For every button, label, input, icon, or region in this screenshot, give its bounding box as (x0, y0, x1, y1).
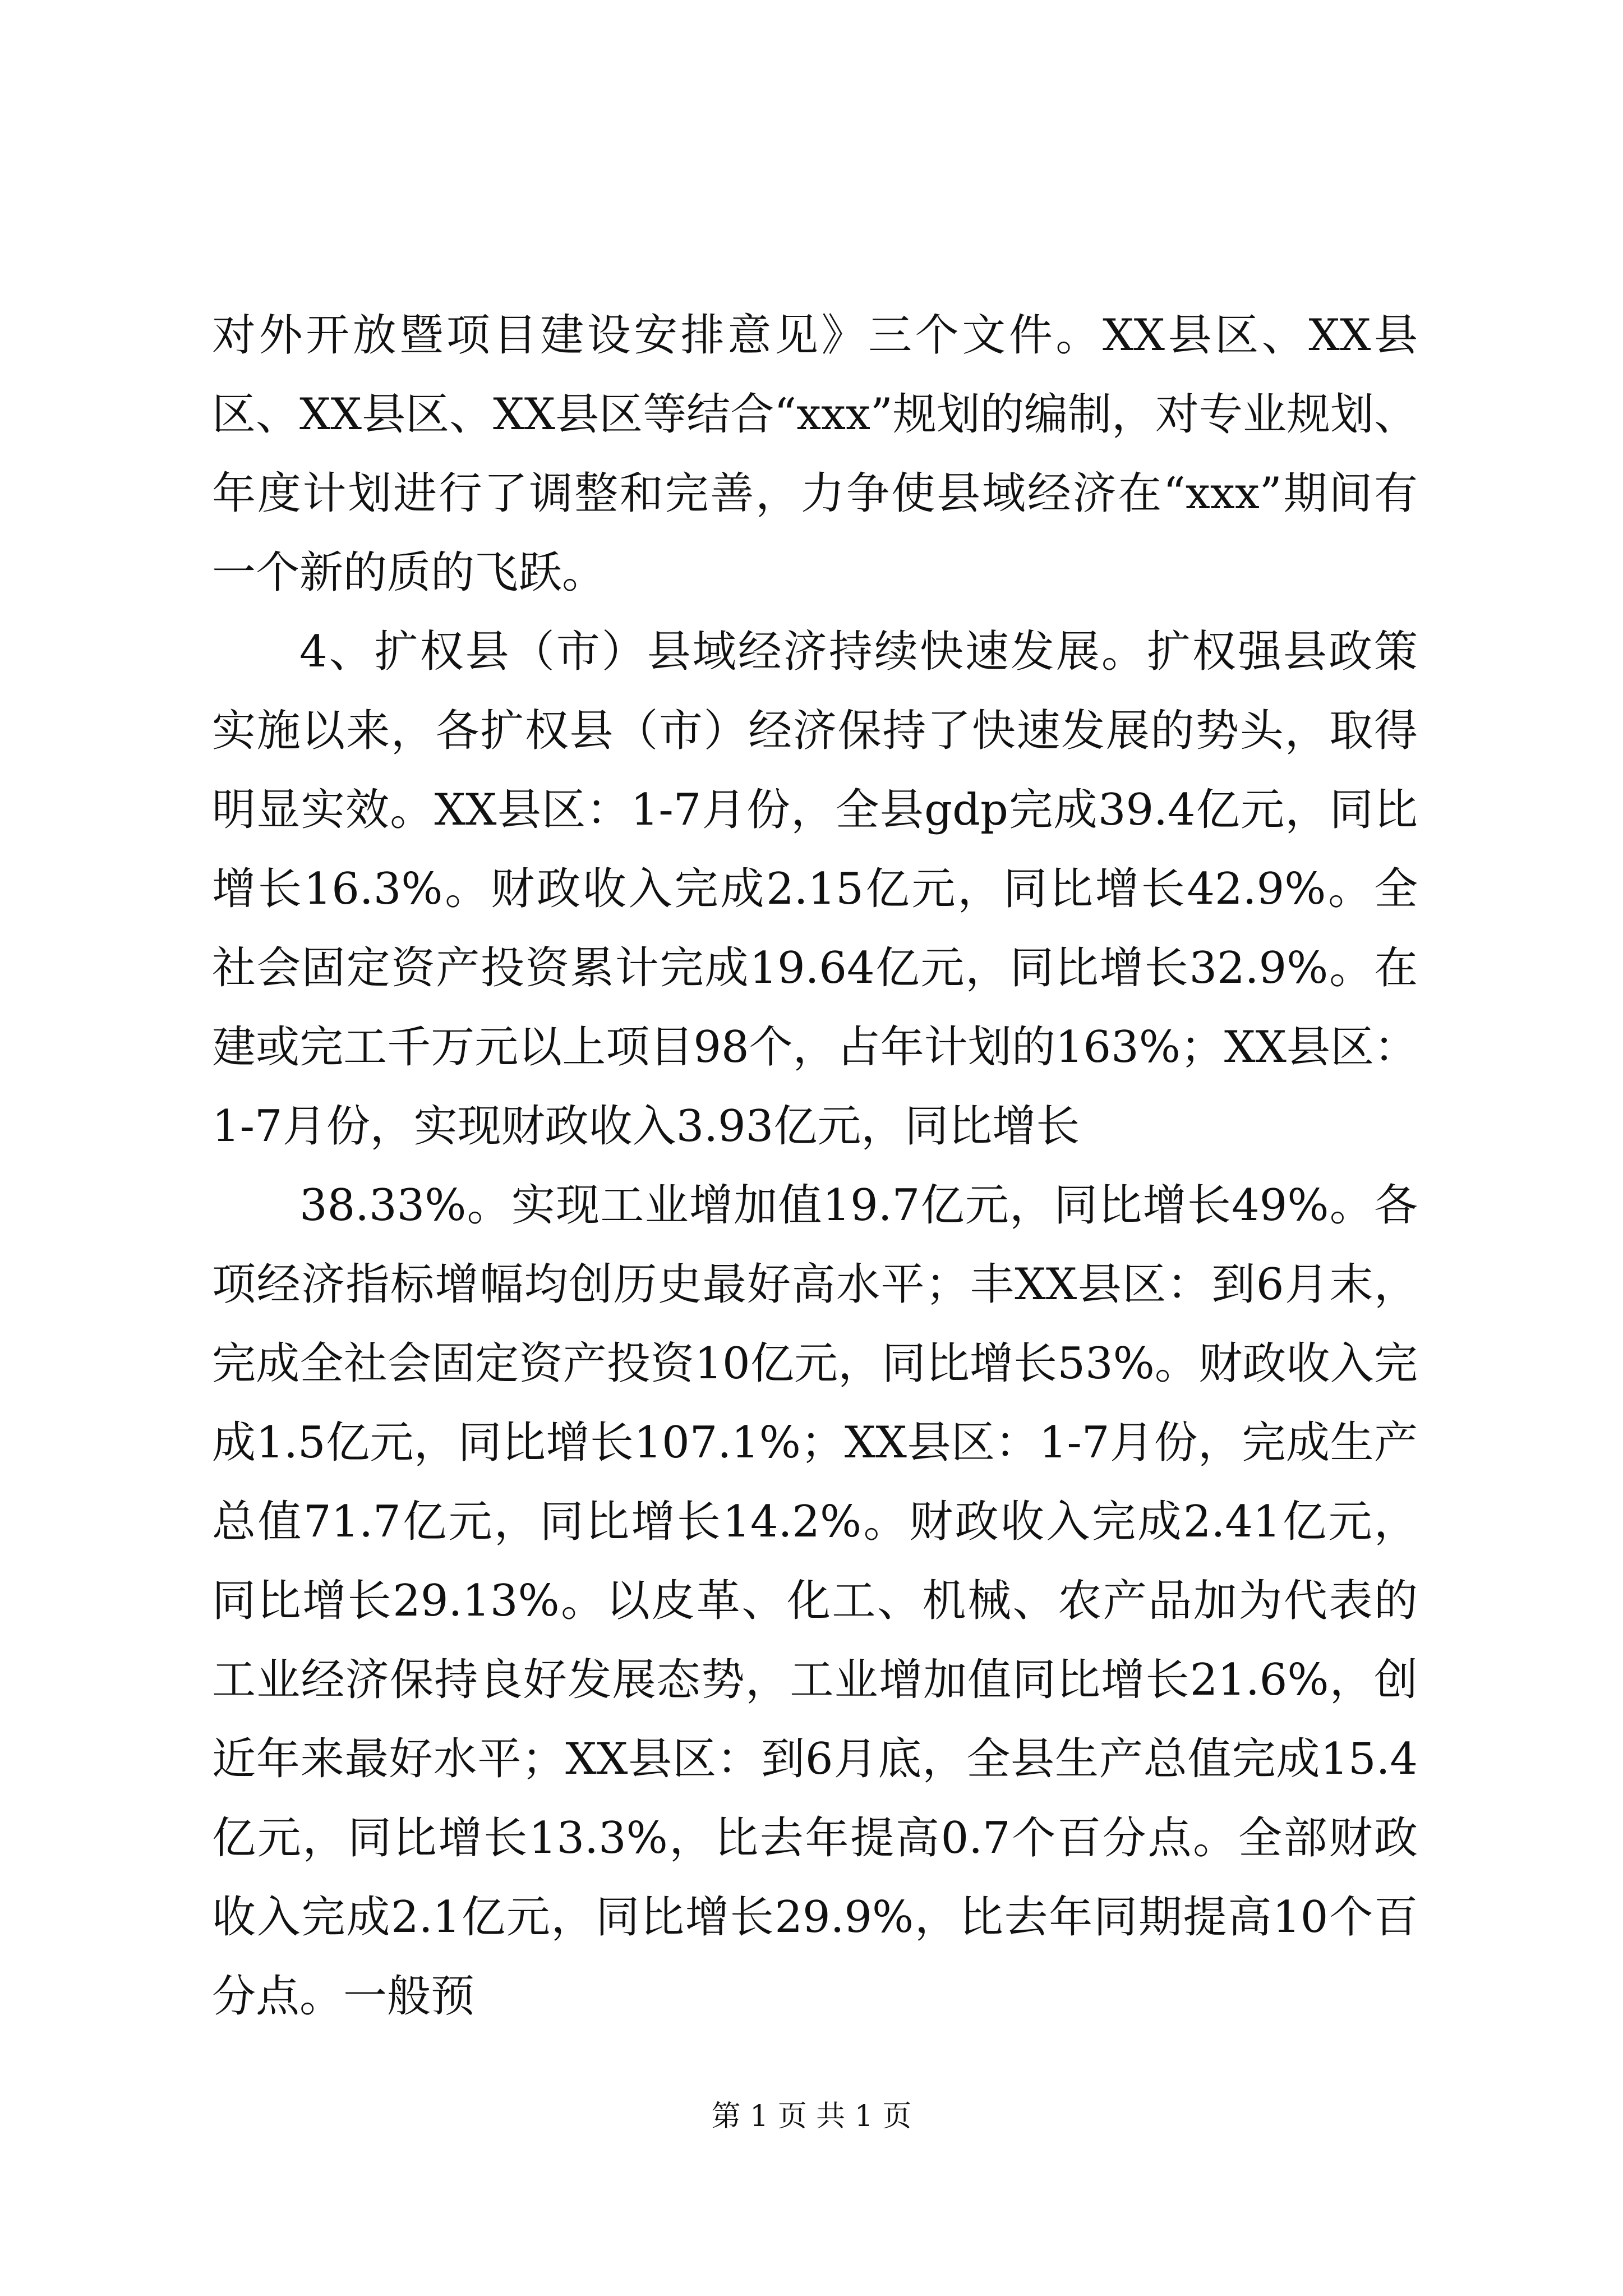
paragraph-1: 对外开放暨项目建设安排意见》三个文件。XX县区、XX县区、XX县区、XX县区等结合“xxx”规划的编制，对专业规划、年度计划进行了调整和完善，力争使县域经济在“xxx”期间有一个新的质的飞跃。 (212, 310, 1418, 598)
paragraph-2: 4、扩权县（市）县域经济持续快速发展。扩权强县政策实施以来，各扩权县（市）经济保持了快速发展的势头，取得明显实效。XX县区：1-7月份，全县gdp完成39.4亿元，同比增长16.3%。财政收入完成2.15亿元，同比增长42.9%。全社会固定资产投资累计完成19.64亿元，同比增长32.9%。在建或完工千万元以上项目98个，占年计划的163%；XX县区：1-7月份，实现财政收入3.93亿元，同比增长 (212, 627, 1418, 1152)
document-body (212, 296, 1418, 2036)
page-footer: 第 1 页 共 1 页 (711, 2100, 912, 2133)
paragraph-3: 38.33%。实现工业增加值19.7亿元，同比增长49%。各项经济指标增幅均创历史最好高水平；丰XX县区：到6月末，完成全社会固定资产投资10亿元，同比增长53%。财政收入完成1.5亿元，同比增长107.1%；XX县区：1-7月份，完成生产总值71.7亿元，同比增长14.2%。财政收入完成2.41亿元，同比增长29.13%。以皮革、化工、机械、农产品加为代表的工业经济保持良好发展态势，工业增加值同比增长21.6%，创近年来最好水平；XX县区：到6月底，全县生产总值完成15.4亿元，同比增长13.3%，比去年提高0.7个百分点。全部财政收入完成2.1亿元，同比增长29.9%，比去年同期提高10个百分点。一般预 (212, 1180, 1418, 2022)
